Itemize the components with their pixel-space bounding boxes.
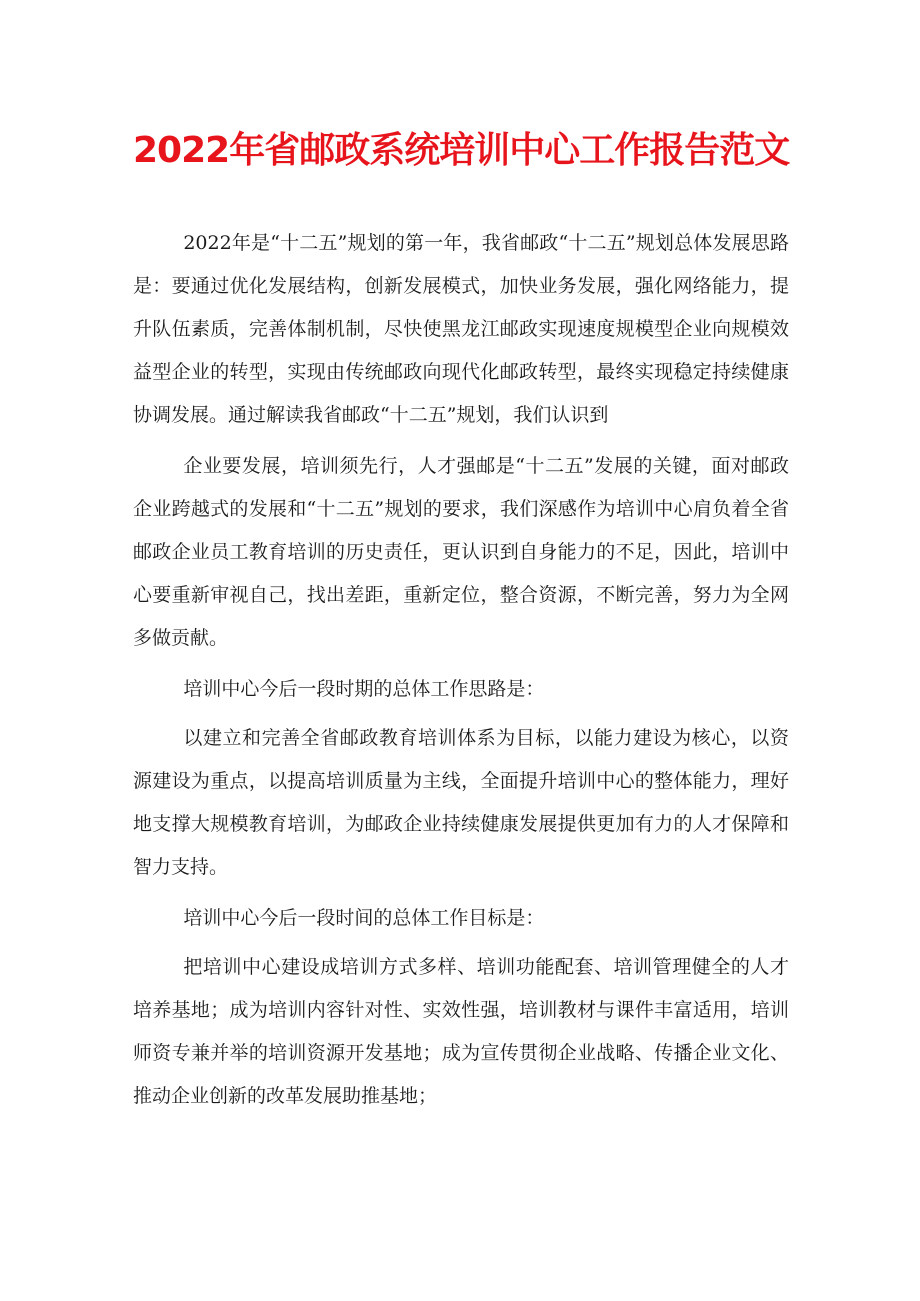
paragraph-work-goal-heading: 培训中心今后一段时间的总体工作目标是： xyxy=(183,907,545,929)
paragraph-work-approach-heading: 培训中心今后一段时期的总体工作思路是： xyxy=(183,678,545,700)
paragraph-work-approach: 以建立和完善全省邮政教育培训体系为目标，以能力建设为核心，以资源建设为重点，以提高培训质量为主线，全面提升培训中心的整体能力，理好地支撑大规模教育培训，为邮政企业持续健康发展提供更加有力的人才保障和智力支持。 xyxy=(133,727,789,878)
paragraph-plan-overview: 2022年是“十二五”规划的第一年，我省邮政“十二五”规划总体发展思路是：要通过优化发展结构，创新发展模式，加快业务发展，强化网络能力，提升队伍素质，完善体制机制，尽快使黑龙江邮政实现速度规模型企业向规模效益型企业的转型，实现由传统邮政向现代化邮政转型，最终实现稳定持续健康协调发展。通过解读我省邮政“十二五”规划，我们认识到 xyxy=(133,232,789,426)
paragraph-work-goal: 把培训中心建设成培训方式多样、培训功能配套、培训管理健全的人才培养基地；成为培训内容针对性、实效性强，培训教材与课件丰富适用，培训师资专兼并举的培训资源开发基地；成为宣传贯彻企业战略、传播企业文化、推动企业创新的改革发展助推基地； xyxy=(133,956,789,1107)
paragraph-training-first: 企业要发展，培训须先行，人才强邮是“十二五”发展的关键，面对邮政企业跨越式的发展和“十二五”规划的要求，我们深感作为培训中心肩负着全省邮政企业员工教育培训的历史责任，更认识到自身能力的不足，因此，培训中心要重新审视自己，找出差距，重新定位，整合资源，不断完善，努力为全网多做贡献。 xyxy=(133,455,789,649)
document-title: 2022年省邮政系统培训中心工作报告范文 xyxy=(133,130,790,171)
document-body xyxy=(133,222,789,1126)
